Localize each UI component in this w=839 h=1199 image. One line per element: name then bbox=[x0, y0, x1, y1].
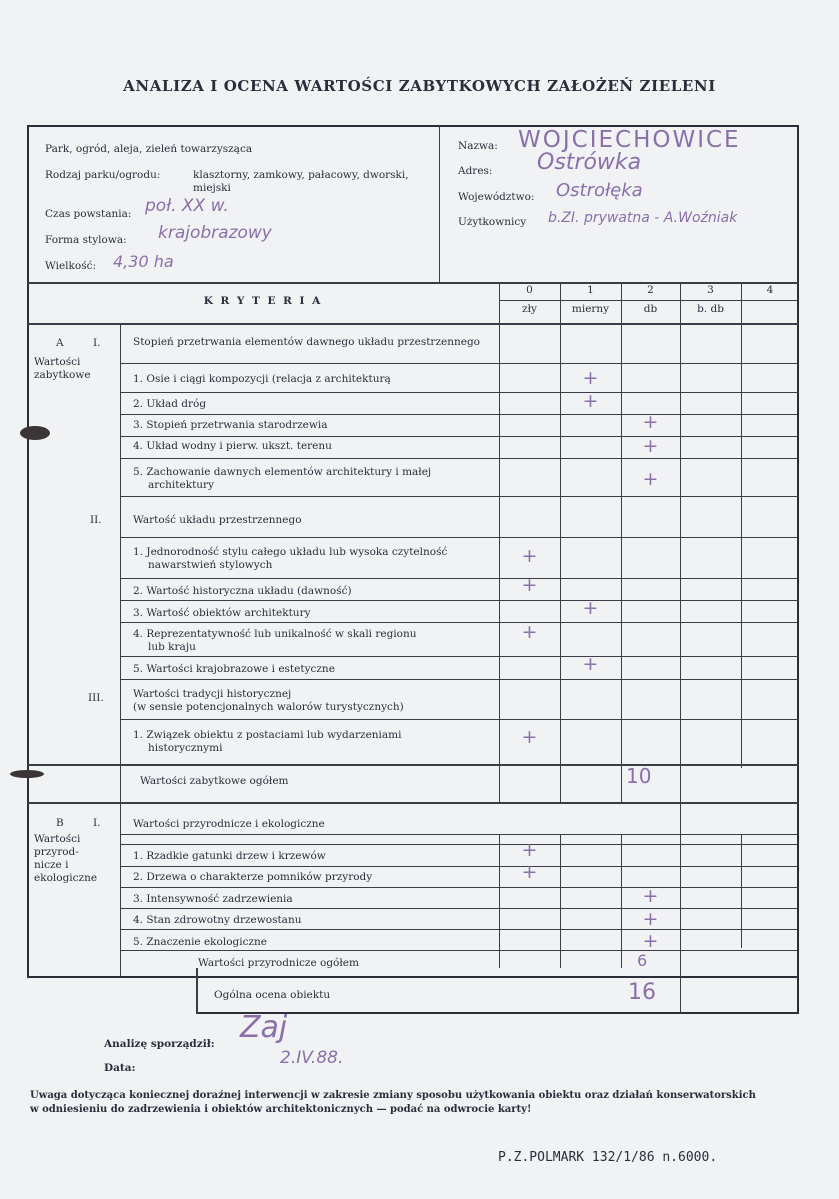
g2-item-1: 1. Jednorodność stylu całego układu lub wysoka czytelność bbox=[133, 546, 448, 558]
sectionA-total-value: 10 bbox=[626, 764, 652, 788]
czas-label: Czas powstania: bbox=[45, 208, 132, 220]
forma-value: krajobrazowy bbox=[158, 223, 272, 243]
col-line-4b bbox=[741, 834, 742, 948]
scale-col-label-1: mierny bbox=[571, 303, 610, 315]
overall-left bbox=[196, 968, 198, 1014]
col-line-3 bbox=[680, 284, 681, 978]
row-line bbox=[120, 436, 799, 437]
sectionA-letter: A bbox=[56, 337, 64, 349]
g1-item-5: 5. Zachowanie dawnych elementów architektury i małej bbox=[133, 466, 432, 478]
row-line bbox=[120, 887, 799, 888]
scale-col-num-2: 2 bbox=[647, 284, 654, 296]
col-line-0 bbox=[499, 284, 500, 803]
assessment-mark: + bbox=[642, 411, 659, 433]
sectionB-total-value: 6 bbox=[637, 951, 648, 970]
g1-item-1: 1. Osie i ciągi kompozycji (relacja z architekturą bbox=[133, 373, 391, 385]
g2-item-5: 5. Wartości krajobrazowe i estetyczne bbox=[133, 663, 335, 675]
assessment-mark: + bbox=[642, 908, 659, 930]
scale-col-num-1: 1 bbox=[587, 284, 594, 296]
g2-roman: II. bbox=[90, 514, 102, 526]
g3-title: Wartości tradycji historycznej bbox=[133, 688, 292, 700]
assessment-mark: + bbox=[642, 930, 659, 952]
row-line bbox=[120, 719, 799, 720]
assessment-mark: + bbox=[642, 885, 659, 907]
note-line-1: Uwaga dotycząca koniecznej doraźnej interwencji w zakresie zmiany sposobu użytkowania obiektu oraz działań konserwatorskich bbox=[30, 1090, 756, 1101]
sectionB-title: Wartości przyrodnicze i ekologiczne bbox=[133, 818, 325, 830]
col-line-1 bbox=[560, 284, 561, 803]
assessment-mark: + bbox=[582, 367, 599, 389]
assessment-mark: + bbox=[521, 545, 538, 567]
ink-stain bbox=[10, 770, 44, 778]
g2-item-1b: nawarstwień stylowych bbox=[148, 559, 273, 571]
g2-item-4b: lub kraju bbox=[148, 641, 196, 653]
kryteria-divider bbox=[27, 323, 799, 325]
uzytk-label: Użytkownicy bbox=[458, 216, 527, 228]
g3-title-2: (w sensie potencjonalnych walorów turystycznych) bbox=[133, 701, 404, 713]
row-line bbox=[27, 764, 799, 766]
row-line bbox=[120, 600, 799, 601]
overall-divider bbox=[680, 976, 681, 1014]
scale-col-label-0: zły bbox=[522, 303, 537, 315]
overall-value: 16 bbox=[628, 980, 656, 1005]
row-line bbox=[120, 950, 799, 951]
section-col-divider bbox=[120, 324, 121, 976]
kryteria-header: K R Y T E R I A bbox=[203, 295, 323, 307]
sectionB-name-4: ekologiczne bbox=[34, 872, 98, 884]
adres-value: Ostrówka bbox=[537, 150, 642, 175]
b-item-2: 2. Drzewa o charakterze pomników przyrody bbox=[133, 871, 373, 883]
assessment-mark: + bbox=[642, 468, 659, 490]
col-line-2 bbox=[621, 284, 622, 803]
forma-label: Forma stylowa: bbox=[45, 234, 127, 246]
sectionB-letter: B bbox=[56, 817, 64, 829]
header-vdivider bbox=[439, 126, 440, 282]
g2-item-2: 2. Wartość historyczna układu (dawność) bbox=[133, 585, 352, 597]
scale-mid-divider bbox=[499, 300, 799, 301]
row-line bbox=[120, 414, 799, 415]
row-line bbox=[120, 392, 799, 393]
g1-item-3: 3. Stopień przetrwania starodrzewia bbox=[133, 419, 328, 431]
page-title: ANALIZA I OCENA WARTOŚCI ZABYTKOWYCH ZAŁOŻEŃ ZIELENI bbox=[123, 77, 716, 95]
scale-col-num-3: 3 bbox=[707, 284, 714, 296]
col-line-2b bbox=[621, 834, 622, 968]
analiza-label: Analizę sporządził: bbox=[104, 1038, 215, 1050]
sectionB-total-label: Wartości przyrodnicze ogółem bbox=[198, 957, 359, 969]
row-line bbox=[120, 496, 799, 497]
assessment-mark: + bbox=[582, 597, 599, 619]
row-line bbox=[120, 908, 799, 909]
g1-title: Stopień przetrwania elementów dawnego układu przestrzennego bbox=[133, 336, 480, 348]
row-line bbox=[27, 802, 799, 804]
col-line-1b bbox=[560, 834, 561, 968]
row-line bbox=[120, 929, 799, 930]
sectionB-roman: I. bbox=[93, 817, 101, 829]
g1-item-5b: architektury bbox=[148, 479, 215, 491]
b-item-4: 4. Stan zdrowotny drzewostanu bbox=[133, 914, 302, 926]
scale-col-label-3: b. db bbox=[697, 303, 724, 315]
data-value: 2.IV.88. bbox=[280, 1048, 344, 1068]
printer-code: P.Z.POLMARK 132/1/86 n.6000. bbox=[498, 1150, 718, 1165]
scale-col-label-2: db bbox=[643, 303, 658, 315]
row-line bbox=[120, 458, 799, 459]
nazwa-label: Nazwa: bbox=[458, 140, 498, 152]
g1-item-2: 2. Układ dróg bbox=[133, 398, 207, 410]
overall-label: Ogólna ocena obiektu bbox=[214, 989, 331, 1001]
rodzaj-label: Rodzaj parku/ogrodu: bbox=[45, 169, 161, 181]
row-line bbox=[120, 537, 799, 538]
scale-col-num-4: 4 bbox=[766, 284, 774, 296]
g3-roman: III. bbox=[88, 692, 104, 704]
assessment-mark: + bbox=[521, 574, 538, 596]
row-line bbox=[120, 844, 799, 845]
row-line bbox=[120, 834, 799, 835]
sectionA-name-2: zabytkowe bbox=[34, 369, 91, 381]
col-line-4 bbox=[741, 284, 742, 768]
assessment-mark: + bbox=[642, 435, 659, 457]
row-line bbox=[120, 679, 799, 680]
row-line bbox=[120, 363, 799, 364]
sectionB-name: Wartości bbox=[34, 833, 81, 845]
row-line bbox=[120, 578, 799, 579]
rodzaj-options-2: miejski bbox=[193, 182, 231, 194]
col-line-0b bbox=[499, 834, 500, 968]
signature: Zaj bbox=[240, 1010, 288, 1045]
g3-item-1: 1. Związek obiektu z postaciami lub wydarzeniami bbox=[133, 729, 402, 741]
assessment-mark: + bbox=[521, 861, 538, 883]
g2-item-4: 4. Reprezentatywność lub unikalność w skali regionu bbox=[133, 628, 417, 640]
wielkosc-value: 4,30 ha bbox=[113, 252, 174, 271]
rodzaj-options: klasztorny, zamkowy, pałacowy, dworski, bbox=[193, 169, 409, 181]
sectionA-total-label: Wartości zabytkowe ogółem bbox=[140, 775, 289, 787]
czas-value: poł. XX w. bbox=[145, 196, 229, 216]
sectionB-name-2: przyrod- bbox=[34, 846, 79, 858]
sectionB-name-3: nicze i bbox=[34, 859, 69, 871]
woj-label: Województwo: bbox=[458, 191, 535, 203]
note-line-2: w odniesieniu do zadrzewienia i obiektów architektonicznych — podać na odwrocie karty! bbox=[30, 1104, 532, 1115]
assessment-mark: + bbox=[521, 726, 538, 748]
g2-title: Wartość układu przestrzennego bbox=[133, 514, 302, 526]
sectionA-roman: I. bbox=[93, 337, 101, 349]
row-line bbox=[120, 866, 799, 867]
wielkosc-label: Wielkość: bbox=[45, 260, 97, 272]
uzytk-value: b.ZI. prywatna - A.Woźniak bbox=[548, 210, 738, 226]
scale-col-num-0: 0 bbox=[526, 284, 533, 296]
data-label: Data: bbox=[104, 1062, 136, 1074]
b-item-1: 1. Rzadkie gatunki drzew i krzewów bbox=[133, 850, 326, 862]
assessment-mark: + bbox=[582, 653, 599, 675]
row-line bbox=[120, 656, 799, 657]
woj-value: Ostrołęka bbox=[556, 180, 643, 201]
b-item-5: 5. Znaczenie ekologiczne bbox=[133, 936, 268, 948]
nazwa-value: WOJCIECHOWICE bbox=[518, 127, 741, 153]
g3-item-1b: historycznymi bbox=[148, 742, 223, 754]
row-line bbox=[120, 622, 799, 623]
park-label: Park, ogród, aleja, zieleń towarzysząca bbox=[45, 143, 253, 155]
sectionA-name: Wartości bbox=[34, 356, 81, 368]
g1-item-4: 4. Układ wodny i pierw. ukszt. terenu bbox=[133, 440, 332, 452]
ink-stain bbox=[20, 426, 50, 440]
assessment-mark: + bbox=[521, 839, 538, 861]
adres-label: Adres: bbox=[458, 165, 493, 177]
assessment-mark: + bbox=[521, 621, 538, 643]
assessment-mark: + bbox=[582, 390, 599, 412]
g2-item-3: 3. Wartość obiektów architektury bbox=[133, 607, 311, 619]
b-item-3: 3. Intensywność zadrzewienia bbox=[133, 893, 293, 905]
